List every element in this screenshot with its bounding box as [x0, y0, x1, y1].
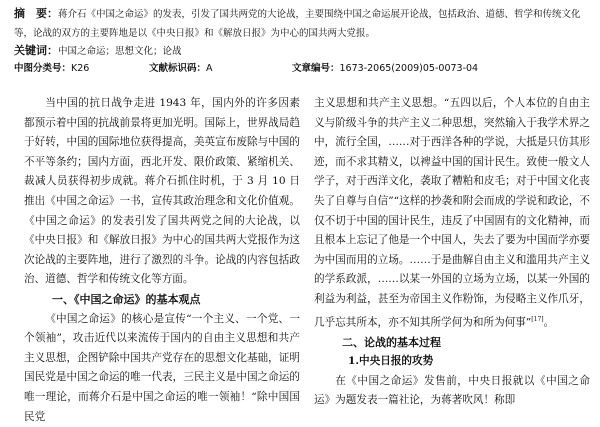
abstract-label: 摘 要： [14, 7, 58, 20]
clc-number: 中图分类号：K26 [14, 63, 90, 74]
article-number: 文章编号：1673-2065(2009)05-0073-04 [292, 63, 479, 74]
abstract-text: 蒋介石《中国之命运》的发表，引发了国共两党的大论战，主要围绕中国之命运展开论战，包括政治、道德、哲学和传统文化等，论战的双方的主要阵地是以《中央日报》和《解放日报》为中心的国共两大党报。 [14, 9, 581, 39]
left-column [24, 94, 300, 427]
right-column [314, 94, 590, 411]
keywords-text: 中国之命运；思想文化；论战 [58, 46, 182, 57]
citation-ref: [17] [531, 315, 544, 323]
section1-heading: 一、《中国之命运》的基本观点 [52, 292, 201, 306]
section2-heading: 二、论战的基本过程 [342, 335, 441, 349]
section1-paragraph: 《中国之命运》的核心是宣传“一个主义、一个党、一个领袖”，攻击近代以来流传于国内的自由主义思想和共产主义思想，企图铲除中国共产党存在的思想文化基础，证明国民党是中国之命运的唯一代表，三民主义是中国之命运的唯一理论，而蒋介石是中国之命运的唯一领袖！“除中国国民党 [24, 312, 300, 423]
intro-paragraph: 当中国的抗日战争走进 1943 年，国内外的许多因素都预示着中国的抗战前景将更加光明。国际上，世界战局趋于好转，中国的国际地位获得提高，美英宣布废除与中国的不平等条约；国内方面，西北开发、限价政策、紧缩机关、裁减人员获得初步成就。蒋介石抓住时机，于 3 月 10 日推出《中国之命运》一书，宣传其政治理念和文化价值观。《中国之命运》的发表引发了国共两党之间的大论战，以《中央日报》和《解放日报》为中心的国共两大党报作为这次论战的主要阵地，进行了激烈的斗争。论战的内容包括政治、道德、哲学和传统文化等方面。 [24, 97, 300, 286]
document-code: 文献标识码：A [149, 63, 213, 74]
keywords-label: 关键词： [14, 44, 58, 57]
subsection1-heading: 1.中央日报的攻势 [348, 355, 434, 368]
continued-paragraph: 主义思想和共产主义思想。“五四以后，个人本位的自由主义与阶级斗争的共产主义二种思想，突然输入于我学术界之中，流行全国，……对于西洋各种的学说，大抵是只仿其形迹，而不求其精义，以裨益中国的国计民生。致使一般文人学子，对于西洋文化，袭取了糟粕和皮毛；对于中国文化丧失了自尊与自信”“这样的抄袭和附会而成的学说和政论，不仅不切于中国的国计民生，违反了中国固有的文化精神，而且根本上忘记了他是一个中国人，失去了要为中国而学亦要为中国而用的立场。……于是曲解自由主义和滥用共产主义的学系政派，……以某一外国的立场为立场，以某一外国的利益为利益，甚至为帝国主义作粉饰，为侵略主义作爪牙，几乎忘其所本，亦不知其所学何为和所为何事”[17]。 [314, 97, 590, 329]
keywords [14, 42, 182, 58]
abstract [14, 4, 586, 43]
section2-paragraph: 在《中国之命运》发售前，中央日报就以《中国之命运》为题发表一篇社论，为蒋著吹风！称即 [314, 374, 590, 407]
